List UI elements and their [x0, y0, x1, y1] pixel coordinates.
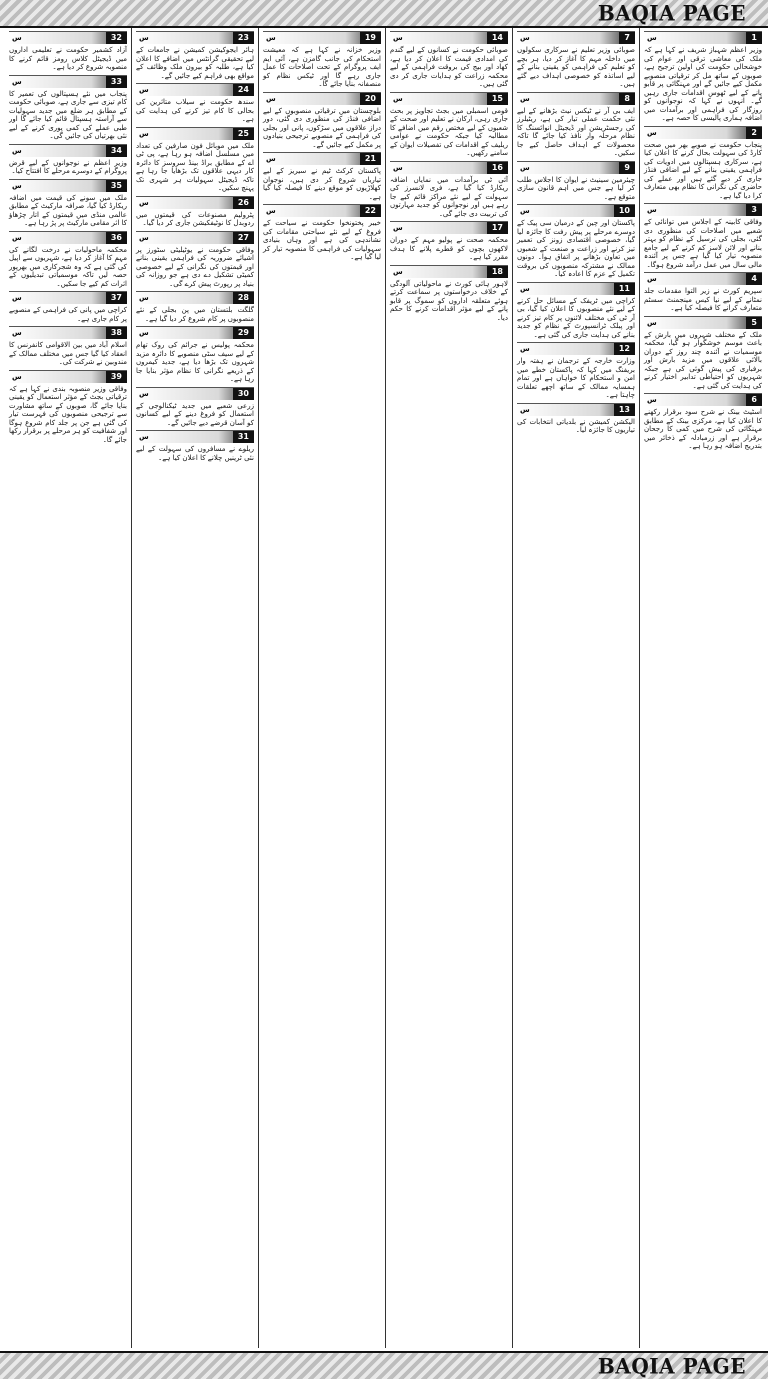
question-text: پنجاب میں نئے ہسپتالوں کی تعمیر کا کام تیزی سے جاری ہے، صوبائی حکومت کے مطابق ہر ضلع میں جدید سہولیات سے آراستہ ہسپتال قائم کیا جائے گا اور طبی عملے کی کمی پوری کرنے کے لیے نئی بھرتیاں کی جائیں گی۔: [9, 89, 127, 140]
question-text: لاہور ہائی کورٹ نے ماحولیاتی آلودگی کے خلاف درخواستوں پر سماعت کرتے ہوئے متعلقہ اداروں کو سموگ پر قابو پانے کے لیے مؤثر اقدامات کرنے کا حکم دیا۔: [390, 279, 508, 322]
question-label: س: [12, 372, 22, 381]
question-label: س: [266, 34, 276, 42]
question-text: ہائر ایجوکیشن کمیشن نے جامعات کے لیے تحقیقی گرانٹس میں اضافے کا اعلان کیا ہے، طلبہ کو بیرون ملک وظائف کے مواقع بھی فراہم کیے جائیں گے۔: [136, 46, 254, 80]
question-header: [517, 282, 635, 295]
question-number: 27: [233, 232, 254, 244]
question-header: [136, 326, 254, 339]
question-label: س: [139, 294, 149, 302]
question-text: محکمہ پولیس نے جرائم کی روک تھام کے لیے سیف سٹی منصوبے کا دائرہ مزید شہروں تک بڑھا دیا ہے، جدید کیمروں کے ذریعے نگرانی کا نظام مؤثر بنایا جا رہا ہے۔: [136, 341, 254, 383]
question-header: [9, 144, 127, 157]
question-number: 34: [106, 145, 127, 157]
question-number: 9: [619, 162, 635, 174]
question-header: [390, 265, 508, 278]
question-label: س: [393, 224, 403, 232]
column: [260, 28, 384, 1348]
question-label: س: [139, 329, 149, 337]
question-number: 12: [614, 343, 635, 355]
question-header: [517, 204, 635, 217]
question-header: [517, 403, 635, 416]
question-label: س: [139, 433, 149, 441]
question-text: کراچی میں ٹریفک کے مسائل حل کرنے کے لیے نئے منصوبوں کا اعلان کیا گیا، بی آر ٹی کی مختلف لائنوں پر کام تیز کرنے اور پبلک ٹرانسپورٹ کے نظام کو جدید بنانے کی ہدایت جاری کی گئی ہے۔: [517, 296, 635, 339]
question-label: س: [393, 267, 403, 276]
column: [641, 28, 765, 1348]
question-header: [390, 221, 508, 234]
question-header: [263, 204, 381, 217]
question-header: [644, 31, 762, 44]
question-label: س: [12, 329, 22, 337]
question-text: پنجاب حکومت نے صوبے بھر میں صحت کارڈ کی سہولت بحال کرنے کا اعلان کیا ہے، سرکاری ہسپتالوں میں ادویات کی فراہمی یقینی بنانے کے لیے اضافی فنڈز جاری کر دیے گئے ہیں اور عملے کی حاضری کی نگرانی کا نظام بھی متعارف کرا دیا گیا ہے۔: [644, 140, 762, 200]
question-text: الیکشن کمیشن نے بلدیاتی انتخابات کی تیاریوں کا جائزہ لیا۔: [517, 417, 635, 434]
question-label: س: [647, 275, 657, 283]
question-text: ایف بی آر نے ٹیکس نیٹ بڑھانے کے لیے نئی حکمت عملی تیار کی ہے، ریٹیلرز کی رجسٹریشن اور ڈیجیٹل انوائسنگ کا نظام مرحلہ وار نافذ کیا جائے گا تاکہ محصولات کے اہداف حاصل کیے جا سکیں۔: [517, 106, 635, 157]
question-number: 20: [360, 93, 381, 105]
question-header: [9, 75, 127, 88]
question-header: [263, 152, 381, 165]
question-header: [9, 326, 127, 339]
question-number: 8: [619, 93, 635, 105]
question-label: س: [520, 94, 530, 103]
question-number: 24: [233, 84, 254, 96]
question-text: پٹرولیم مصنوعات کی قیمتوں میں ردوبدل کا نوٹیفکیشن جاری کر دیا گیا۔: [136, 210, 254, 227]
question-header: [390, 92, 508, 105]
question-text: بلوچستان میں ترقیاتی منصوبوں کے لیے اضافی فنڈز کی منظوری دی گئی، دور دراز علاقوں میں سڑکوں، پانی اور بجلی کی فراہمی کے منصوبے ترجیحی بنیادوں پر مکمل کیے جائیں گے۔: [263, 106, 381, 149]
question-label: س: [520, 345, 530, 353]
question-number: 17: [487, 222, 508, 234]
question-label: س: [647, 128, 657, 137]
question-label: س: [647, 396, 657, 404]
question-header: [644, 126, 762, 139]
question-text: پاکستان اور چین کے درمیان سی پیک کے دوسرے مرحلے پر پیش رفت کا جائزہ لیا گیا، خصوصی اقتصادی زونز کی تعمیر تیز کرنے اور زراعت و صنعت کے شعبوں میں تعاون بڑھانے پر اتفاق ہوا۔ دونوں ممالک نے مشترکہ منصوبوں کی بروقت تکمیل کے عزم کا اعادہ کیا۔: [517, 219, 635, 278]
question-number: 19: [360, 32, 381, 44]
question-text: محکمہ صحت نے پولیو مہم کے دوران لاکھوں بچوں کو قطرے پلانے کا ہدف مقرر کیا ہے۔: [390, 236, 508, 261]
column: [387, 28, 511, 1348]
question-header: [136, 127, 254, 140]
question-label: س: [266, 94, 276, 103]
question-number: 4: [746, 273, 762, 285]
question-text: ملک میں موبائل فون صارفین کی تعداد میں مسلسل اضافہ ہو رہا ہے، پی ٹی اے کے مطابق براڈ بینڈ سروسز کا دائرہ کار دیہی علاقوں تک بڑھایا جا رہا ہے تاکہ ڈیجیٹل سہولیات ہر شہری تک پہنچ سکیں۔: [136, 141, 254, 192]
column-divider: [512, 28, 513, 1348]
question-text: خیبر پختونخوا حکومت نے سیاحت کے فروغ کے لیے نئے سیاحتی مقامات کی نشاندہی کی ہے اور وہاں بنیادی سہولیات کی فراہمی کا منصوبہ تیار کر لیا گیا ہے۔: [263, 219, 381, 261]
question-number: 6: [746, 394, 762, 406]
question-label: س: [12, 294, 22, 302]
question-text: اسلام آباد میں بین الاقوامی کانفرنس کا انعقاد کیا گیا جس میں مختلف ممالک کے مندوبین نے شرکت کی۔: [9, 341, 127, 366]
question-text: گلگت بلتستان میں پن بجلی کے نئے منصوبوں پر کام شروع کر دیا گیا ہے۔: [136, 306, 254, 323]
question-label: س: [393, 94, 403, 103]
question-label: س: [647, 34, 657, 42]
question-number: 38: [106, 327, 127, 339]
question-text: وفاقی حکومت نے یوٹیلیٹی سٹورز پر اشیائے ضروریہ کی فراہمی یقینی بنانے اور قیمتوں کی نگرانی کے لیے خصوصی کمیٹی تشکیل دے دی ہے جو روزانہ کی بنیاد پر رپورٹ پیش کرے گی۔: [136, 245, 254, 288]
question-number: 22: [360, 205, 381, 217]
question-number: 32: [106, 32, 127, 44]
question-number: 11: [614, 283, 635, 295]
question-label: س: [139, 86, 149, 94]
question-header: [9, 291, 127, 304]
question-text: آئی ٹی برآمدات میں نمایاں اضافہ ریکارڈ کیا گیا ہے، فری لانسرز کی سہولت کے لیے نئے مراکز قائم کیے جا رہے ہیں اور نوجوانوں کو جدید مہارتوں کی تربیت دی جائے گی۔: [390, 175, 508, 218]
question-text: صوبائی وزیر تعلیم نے سرکاری سکولوں میں داخلہ مہم کا آغاز کر دیا، ہر بچے کو تعلیم کی فراہمی کو یقینی بنانے کے لیے اساتذہ کو خصوصی اہداف دیے گئے ہیں۔: [517, 46, 635, 88]
column: [133, 28, 257, 1348]
question-number: 5: [746, 317, 762, 329]
question-number: 36: [106, 232, 127, 244]
question-text: وزیر اعظم شہباز شریف نے کہا ہے کہ ملک کی معاشی ترقی اور عوام کی خوشحالی حکومت کی اولین ترجیح ہے، صوبوں کے ساتھ مل کر ترقیاتی منصوبے مکمل کیے جائیں گے اور مہنگائی پر قابو پانے کے لیے ٹھوس اقدامات جاری رہیں گے۔ انہوں نے کہا کہ نوجوانوں کو روزگار کی فراہمی اور برآمدات میں اضافہ ہماری پالیسی کا حصہ ہے۔: [644, 46, 762, 122]
question-header: [517, 342, 635, 355]
question-number: 14: [487, 32, 508, 44]
question-header: [9, 231, 127, 244]
top-banner: [0, 0, 768, 28]
question-number: 30: [233, 388, 254, 400]
question-header: [136, 31, 254, 44]
question-header: [390, 161, 508, 174]
question-text: وزیر اعظم نے نوجوانوں کے لیے قرض پروگرام کے دوسرے مرحلے کا افتتاح کیا۔: [9, 158, 127, 175]
question-header: [517, 31, 635, 44]
question-header: [644, 272, 762, 285]
question-text: وفاقی وزیر منصوبہ بندی نے کہا ہے کہ ترقیاتی بجٹ کے مؤثر استعمال کو یقینی بنایا جائے گا، صوبوں کے ساتھ مشاورت سے ترجیحی منصوبوں کی فہرست تیار کی گئی ہے جن پر جلد کام شروع ہوگا اور شفافیت کو ہر مرحلے پر برقرار رکھا جائے گا۔: [9, 384, 127, 444]
column-divider: [131, 28, 132, 1348]
question-header: [9, 31, 127, 44]
question-header: [9, 370, 127, 383]
question-label: س: [520, 284, 530, 293]
question-label: س: [520, 207, 530, 215]
question-text: ملک میں سونے کی قیمت میں اضافہ ریکارڈ کیا گیا، صرافہ مارکیٹ کے مطابق عالمی منڈی میں قیمتوں کے اتار چڑھاؤ کا اثر مقامی مارکیٹ پر پڑ رہا ہے۔: [9, 193, 127, 227]
question-label: س: [393, 34, 403, 42]
question-number: 21: [360, 153, 381, 165]
question-label: س: [139, 198, 149, 207]
question-label: س: [139, 233, 149, 242]
column-divider: [258, 28, 259, 1348]
question-number: 29: [233, 327, 254, 339]
question-label: س: [393, 163, 403, 172]
column-divider: [385, 28, 386, 1348]
question-label: س: [520, 405, 530, 414]
question-number: 13: [614, 404, 635, 416]
question-label: س: [12, 181, 22, 190]
brand-footer: BAQIA PAGE: [597, 1353, 746, 1379]
question-header: [9, 179, 127, 192]
column: [6, 28, 130, 1348]
question-number: 18: [487, 266, 508, 278]
question-header: [136, 430, 254, 443]
question-number: 33: [106, 76, 127, 88]
question-number: 39: [106, 371, 127, 383]
question-number: 23: [233, 32, 254, 44]
question-label: س: [520, 34, 530, 42]
question-text: چیئرمین سینیٹ نے ایوان کا اجلاس طلب کر لیا ہے جس میں اہم قانون سازی متوقع ہے۔: [517, 175, 635, 201]
question-label: س: [139, 34, 149, 42]
question-text: سندھ حکومت نے سیلاب متاثرین کی بحالی کا کام تیز کرنے کی ہدایت کی ہے۔: [136, 98, 254, 123]
question-text: اسٹیٹ بینک نے شرح سود برقرار رکھنے کا اعلان کیا ہے، مرکزی بینک کے مطابق مہنگائی کی شرح میں کمی کا رجحان برقرار ہے اور زرمبادلہ کے ذخائر میں بتدریج اضافہ ہو رہا ہے۔: [644, 408, 762, 450]
question-label: س: [12, 233, 22, 242]
question-header: [644, 203, 762, 216]
question-number: 1: [746, 32, 762, 44]
question-number: 25: [233, 128, 254, 140]
question-label: س: [647, 206, 657, 214]
question-label: س: [266, 155, 276, 163]
question-number: 26: [233, 197, 254, 209]
question-text: وزارت خارجہ کے ترجمان نے ہفتہ وار بریفنگ میں کہا کہ پاکستان خطے میں امن و استحکام کا خواہاں ہے اور تمام ہمسایہ ممالک کے ساتھ اچھے تعلقات چاہتا ہے۔: [517, 357, 635, 399]
question-header: [136, 83, 254, 96]
question-number: 37: [106, 292, 127, 304]
question-header: [263, 31, 381, 44]
question-text: صوبائی حکومت نے کسانوں کے لیے گندم کی امدادی قیمت کا اعلان کر دیا ہے، کھاد اور بیج کی بروقت فراہمی کے لیے محکمہ زراعت کو ہدایات جاری کر دی گئی ہیں۔: [390, 46, 508, 88]
question-number: 31: [233, 431, 254, 443]
question-header: [644, 316, 762, 329]
question-header: [136, 387, 254, 400]
question-text: محکمہ ماحولیات نے درخت لگانے کی مہم کا آغاز کر دیا ہے، شہریوں سے اپیل کی گئی ہے کہ وہ شجرکاری میں بھرپور حصہ لیں تاکہ موسمیاتی تبدیلیوں کے اثرات کم کیے جا سکیں۔: [9, 245, 127, 288]
question-label: س: [139, 129, 149, 138]
question-label: س: [139, 389, 149, 398]
question-text: قومی اسمبلی میں بجٹ تجاویز پر بحث جاری رہی، ارکان نے تعلیم اور صحت کے شعبوں کے لیے مختص رقم میں اضافے کا مطالبہ کیا جبکہ حکومت نے عوامی ریلیف کے اقدامات کی تفصیلات ایوان کے سامنے رکھیں۔: [390, 106, 508, 157]
question-header: [263, 92, 381, 105]
question-text: وفاقی کابینہ کے اجلاس میں توانائی کے شعبے میں اصلاحات کی منظوری دی گئی، بجلی کی ترسیل کے نظام کو بہتر بنانے اور لائن لاسز کم کرنے کے لیے جامع منصوبہ تیار کیا گیا ہے جس پر آئندہ مالی سال میں عمل درآمد شروع ہوگا۔: [644, 218, 762, 269]
question-header: [517, 161, 635, 174]
question-label: س: [12, 146, 22, 155]
question-label: س: [12, 77, 22, 86]
column-divider: [639, 28, 640, 1348]
column: [514, 28, 638, 1348]
bottom-banner: [0, 1351, 768, 1379]
question-number: 7: [619, 32, 635, 44]
question-number: 2: [746, 127, 762, 139]
question-header: [390, 31, 508, 44]
question-text: کراچی میں پانی کی فراہمی کے منصوبے پر کام جاری ہے۔: [9, 306, 127, 323]
question-number: 16: [487, 162, 508, 174]
question-text: سپریم کورٹ نے زیر التوا مقدمات جلد نمٹانے کے لیے نیا کیس مینجمنٹ سسٹم متعارف کرانے کا فیصلہ کیا ہے۔: [644, 287, 762, 312]
question-label: س: [647, 318, 657, 327]
question-text: آزاد کشمیر حکومت نے تعلیمی اداروں میں ڈیجیٹل کلاس رومز قائم کرنے کا منصوبہ شروع کر دیا ہے۔: [9, 46, 127, 71]
question-text: وزیر خزانہ نے کہا ہے کہ معیشت استحکام کی جانب گامزن ہے، آئی ایم ایف پروگرام کے تحت اصلاحات کا عمل جاری رہے گا اور ٹیکس نظام کو منصفانہ بنایا جائے گا۔: [263, 46, 381, 88]
brand-title: BAQIA PAGE: [597, 0, 746, 26]
question-number: 10: [614, 205, 635, 217]
question-header: [136, 196, 254, 209]
question-text: زرعی شعبے میں جدید ٹیکنالوجی کے استعمال کو فروغ دینے کے لیے کسانوں کو آسان قرضے دیے جائیں گے۔: [136, 401, 254, 427]
question-text: ریلوے نے مسافروں کی سہولت کے لیے نئی ٹرینیں چلانے کا اعلان کیا ہے۔: [136, 445, 254, 462]
question-header: [136, 291, 254, 304]
question-number: 28: [233, 292, 254, 304]
question-text: پاکستان کرکٹ ٹیم نے سیریز کے لیے تیاریاں شروع کر دی ہیں، نوجوان کھلاڑیوں کو موقع دینے کا فیصلہ کیا گیا ہے۔: [263, 167, 381, 201]
question-number: 35: [106, 180, 127, 192]
question-number: 15: [487, 93, 508, 105]
question-header: [644, 393, 762, 406]
question-label: س: [520, 163, 530, 172]
question-number: 3: [746, 204, 762, 216]
question-header: [136, 231, 254, 244]
question-label: س: [12, 34, 22, 42]
question-text: ملک کے مختلف شہروں میں بارش کے باعث موسم خوشگوار ہو گیا، محکمہ موسمیات نے آئندہ چند روز کے دوران بالائی علاقوں میں مزید بارش اور برفباری کی پیش گوئی کی ہے جبکہ شہریوں کو احتیاطی تدابیر اختیار کرنے کی ہدایت کی گئی ہے۔: [644, 330, 762, 390]
question-header: [517, 92, 635, 105]
question-label: س: [266, 207, 276, 215]
